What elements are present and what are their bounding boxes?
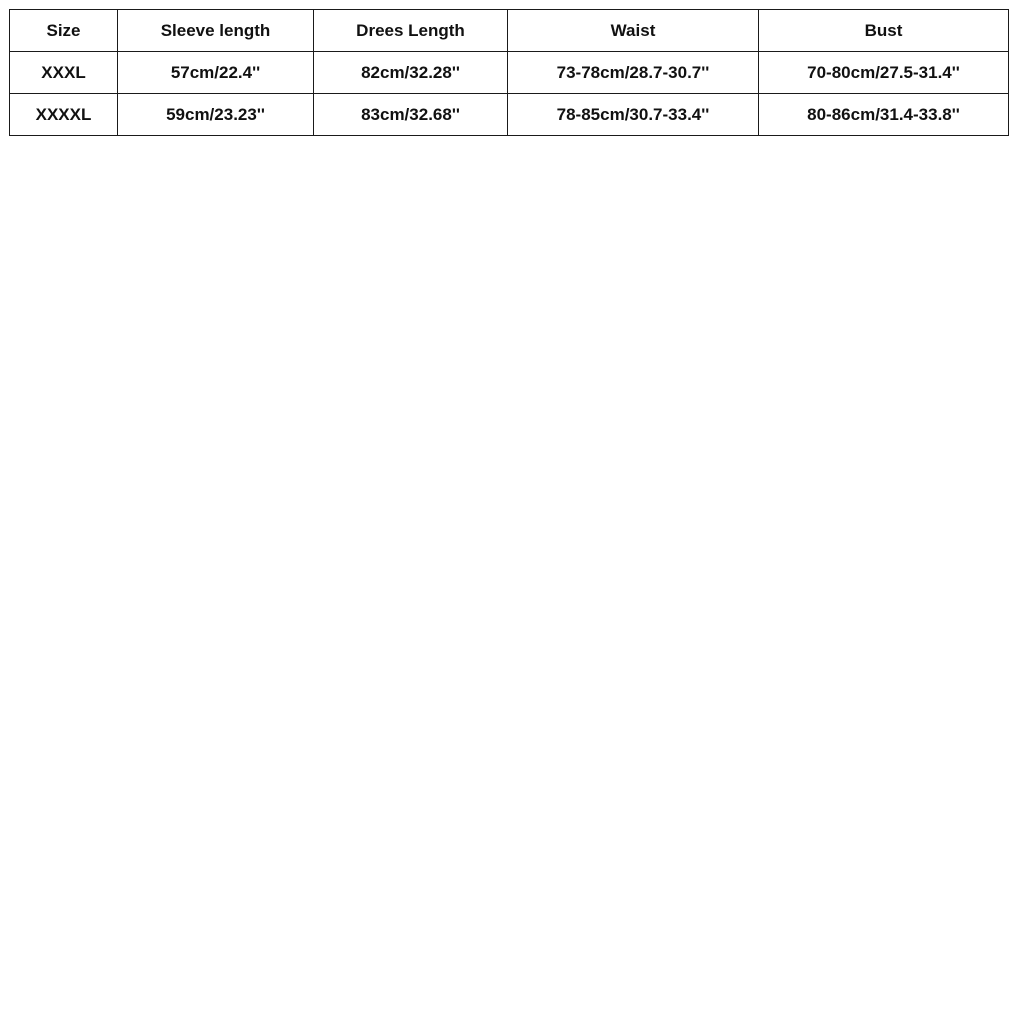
- cell-sleeve-length: 59cm/23.23'': [118, 94, 314, 136]
- table-row: [10, 94, 1009, 136]
- header-bust: Bust: [759, 10, 1009, 52]
- header-size: Size: [10, 10, 118, 52]
- cell-size: XXXL: [10, 52, 118, 94]
- cell-sleeve-length: 57cm/22.4'': [118, 52, 314, 94]
- size-chart-table: [9, 9, 1009, 136]
- cell-size: XXXXL: [10, 94, 118, 136]
- header-waist: Waist: [508, 10, 759, 52]
- cell-dress-length: 83cm/32.68'': [314, 94, 508, 136]
- header-dress-length: Drees Length: [314, 10, 508, 52]
- cell-dress-length: 82cm/32.28'': [314, 52, 508, 94]
- cell-bust: 80-86cm/31.4-33.8'': [759, 94, 1009, 136]
- cell-waist: 78-85cm/30.7-33.4'': [508, 94, 759, 136]
- cell-bust: 70-80cm/27.5-31.4'': [759, 52, 1009, 94]
- table-header-row: [10, 10, 1009, 52]
- cell-waist: 73-78cm/28.7-30.7'': [508, 52, 759, 94]
- header-sleeve-length: Sleeve length: [118, 10, 314, 52]
- table-row: [10, 52, 1009, 94]
